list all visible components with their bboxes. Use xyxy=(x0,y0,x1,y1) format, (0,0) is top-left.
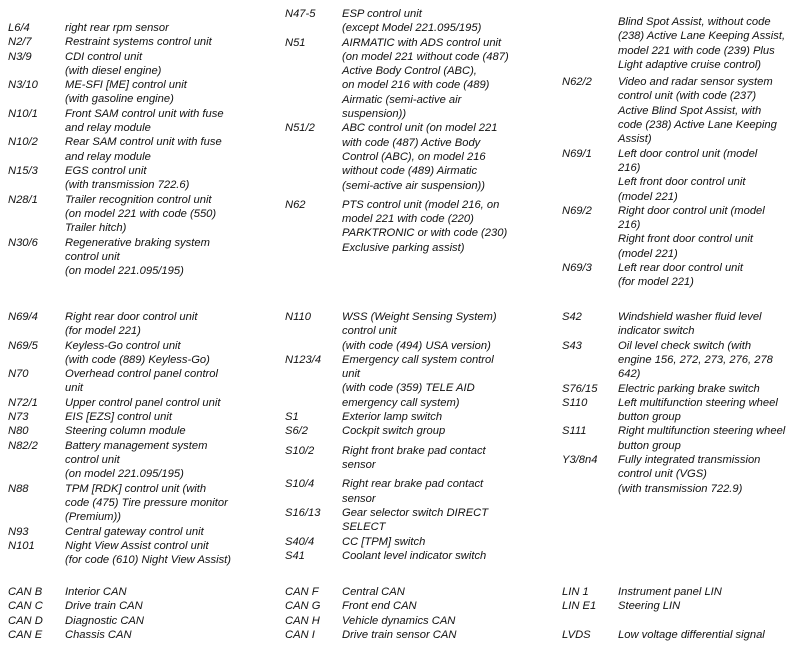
component-code: N51/2 xyxy=(285,122,315,135)
component-description: PTS control unit (model 216, on model 221 with code (220) PARKTRONIC or with code (230) Exclusive parking assist) xyxy=(342,198,508,254)
component-code: N82/2 xyxy=(8,439,38,452)
component-description: Blind Spot Assist, without code (238) Active Lane Keeping Assist, model 221 with code (239) Plus Light adaptive cruise control) xyxy=(618,16,786,71)
component-description: Exterior lamp switch xyxy=(342,411,443,424)
component-description: ESP control unit (except Model 221.095/195) xyxy=(342,8,482,35)
component-description: Low voltage differential signal xyxy=(618,628,765,641)
component-description: ABC control unit (on model 221 with code (487) Active Body Control (ABC), on model 216 without code (489) Airmatic (semi-active air suspension)) xyxy=(342,122,498,192)
component-description: Emergency call system control unit (with code (359) TELE AID emergency call system) xyxy=(342,353,494,409)
component-code: N72/1 xyxy=(8,396,38,409)
component-description: WSS (Weight Sensing System) control unit (with code (494) USA version) xyxy=(342,311,497,352)
component-description: Steering column module xyxy=(65,425,186,438)
component-code: CAN G xyxy=(285,600,321,613)
component-description: right rear rpm sensor xyxy=(65,22,169,34)
component-code: N123/4 xyxy=(285,353,322,366)
component-description: Left multifunction steering wheel button group xyxy=(618,396,778,424)
component-description: Keyless-Go control unit (with code (889) Keyless-Go) xyxy=(65,339,210,366)
component-code: N69/3 xyxy=(562,262,592,275)
component-description: Right front brake pad contact sensor xyxy=(342,444,486,471)
component-description: Right rear brake pad contact sensor xyxy=(342,478,484,505)
component-code: N51 xyxy=(285,36,306,49)
component-code: N30/6 xyxy=(8,236,38,249)
component-code: S110 xyxy=(562,396,588,409)
component-description: Diagnostic CAN xyxy=(65,614,144,627)
component-code: N69/2 xyxy=(562,204,592,217)
component-code: N80 xyxy=(8,425,29,438)
component-description: Front end CAN xyxy=(342,600,417,613)
component-code: S43 xyxy=(562,339,582,352)
component-code: CAN C xyxy=(8,600,43,613)
component-description: Front SAM control unit with fuse and relay module xyxy=(65,107,224,135)
component-description: CDI control unit (with diesel engine) xyxy=(65,50,162,77)
component-code: CAN B xyxy=(8,586,43,598)
component-code: L6/4 xyxy=(8,22,30,34)
component-code: LIN E1 xyxy=(562,600,597,613)
component-description: ME-SFI [ME] control unit (with gasoline engine) xyxy=(65,79,187,106)
component-code: N10/2 xyxy=(8,136,38,149)
component-description: Right multifunction steering wheel button group xyxy=(618,425,786,452)
component-code: S41 xyxy=(285,549,305,562)
component-code: S6/2 xyxy=(285,425,309,438)
component-description: Central CAN xyxy=(342,586,405,598)
component-description: TPM [RDK] control unit (with code (475) Tire pressure monitor (Premium)) xyxy=(65,482,228,524)
component-code: N110 xyxy=(285,311,311,323)
component-code: N69/4 xyxy=(8,311,38,323)
component-code: S40/4 xyxy=(285,535,315,548)
component-description: Night View Assist control unit (for code (610) Night View Assist) xyxy=(65,539,232,567)
component-description: Coolant level indicator switch xyxy=(342,549,487,562)
component-description: Regenerative braking system control unit (on model 221.095/195) xyxy=(65,236,210,278)
component-code: CAN E xyxy=(8,628,43,641)
component-description: Video and radar sensor system control unit (with code (237) Active Blind Spot Assist, with code (238) Active Lane Keeping Assist) xyxy=(618,76,777,146)
component-description: Right rear door control unit (for model 221) xyxy=(65,311,198,338)
component-code: CAN D xyxy=(8,614,43,627)
component-description: Right door control unit (model 216) Right front door control unit (model 221) xyxy=(618,204,765,260)
component-description: Gear selector switch DIRECT SELECT xyxy=(342,506,489,534)
component-description: EGS control unit (with transmission 722.6) xyxy=(65,165,190,192)
component-code: N3/9 xyxy=(8,50,32,63)
component-description: Restraint systems control unit xyxy=(65,36,212,49)
component-code: CAN H xyxy=(285,614,320,627)
component-description: AIRMATIC with ADS control unit (on model 221 without code (487) Active Body Control (ABC), on model 216 with code (489) Airmatic (semi-active air suspension)) xyxy=(342,36,509,121)
component-description: Trailer recognition control unit (on model 221 with code (550) Trailer hitch) xyxy=(65,193,217,235)
component-description: Drive train sensor CAN xyxy=(342,628,457,641)
component-code: CAN F xyxy=(285,586,319,598)
component-description: Steering LIN xyxy=(618,600,681,613)
component-description: EIS [EZS] control unit xyxy=(65,411,172,424)
component-code: N28/1 xyxy=(8,193,38,206)
component-description: Instrument panel LIN xyxy=(618,586,722,598)
component-code: LIN 1 xyxy=(562,586,589,598)
component-description: Cockpit switch group xyxy=(342,425,446,438)
component-code: N69/5 xyxy=(8,339,38,352)
component-description: Drive train CAN xyxy=(65,600,143,613)
component-code: N62/2 xyxy=(562,76,592,89)
component-code: LVDS xyxy=(562,628,591,641)
component-code: Y3/8n4 xyxy=(562,454,598,466)
component-description: Upper control panel control unit xyxy=(65,396,221,409)
component-code: S1 xyxy=(285,411,299,424)
component-code: N15/3 xyxy=(8,165,38,177)
component-code: S10/4 xyxy=(285,478,315,491)
component-description: Windshield washer fluid level indicator switch xyxy=(618,311,762,338)
component-code: N88 xyxy=(8,482,29,495)
component-code: N69/1 xyxy=(562,147,592,160)
component-code: N3/10 xyxy=(8,79,38,92)
component-code: S16/13 xyxy=(285,506,321,519)
component-code: N101 xyxy=(8,539,35,552)
component-code: S10/2 xyxy=(285,444,315,457)
component-code: N2/7 xyxy=(8,36,32,49)
component-code: N73 xyxy=(8,411,29,424)
component-code: N93 xyxy=(8,525,29,538)
component-code: N10/1 xyxy=(8,107,38,120)
component-description: Left door control unit (model 216) Left front door control unit (model 221) xyxy=(618,147,758,203)
component-description: Interior CAN xyxy=(65,586,127,598)
component-code: S42 xyxy=(562,311,582,323)
component-description: Oil level check switch (with engine 156, 272, 273, 276, 278 642) xyxy=(618,339,773,381)
component-description: Fully integrated transmission control unit (VGS) (with transmission 722.9) xyxy=(618,454,761,495)
component-description: Battery management system control unit (on model 221.095/195) xyxy=(65,439,208,481)
component-code: N47-5 xyxy=(285,8,316,20)
component-description: CC [TPM] switch xyxy=(342,535,426,548)
component-code: S111 xyxy=(562,425,587,438)
component-description: Rear SAM control unit with fuse and relay module xyxy=(65,136,222,163)
component-code: N62 xyxy=(285,198,306,211)
component-description: Vehicle dynamics CAN xyxy=(342,614,456,627)
component-description: Chassis CAN xyxy=(65,628,132,641)
component-code: CAN I xyxy=(285,628,315,641)
component-description: Central gateway control unit xyxy=(65,525,204,538)
component-description: Left rear door control unit (for model 221) xyxy=(618,262,743,289)
component-code: S76/15 xyxy=(562,382,598,395)
component-description: Electric parking brake switch xyxy=(618,382,760,395)
component-description: Overhead control panel control unit xyxy=(65,368,218,395)
component-code: N70 xyxy=(8,368,29,381)
